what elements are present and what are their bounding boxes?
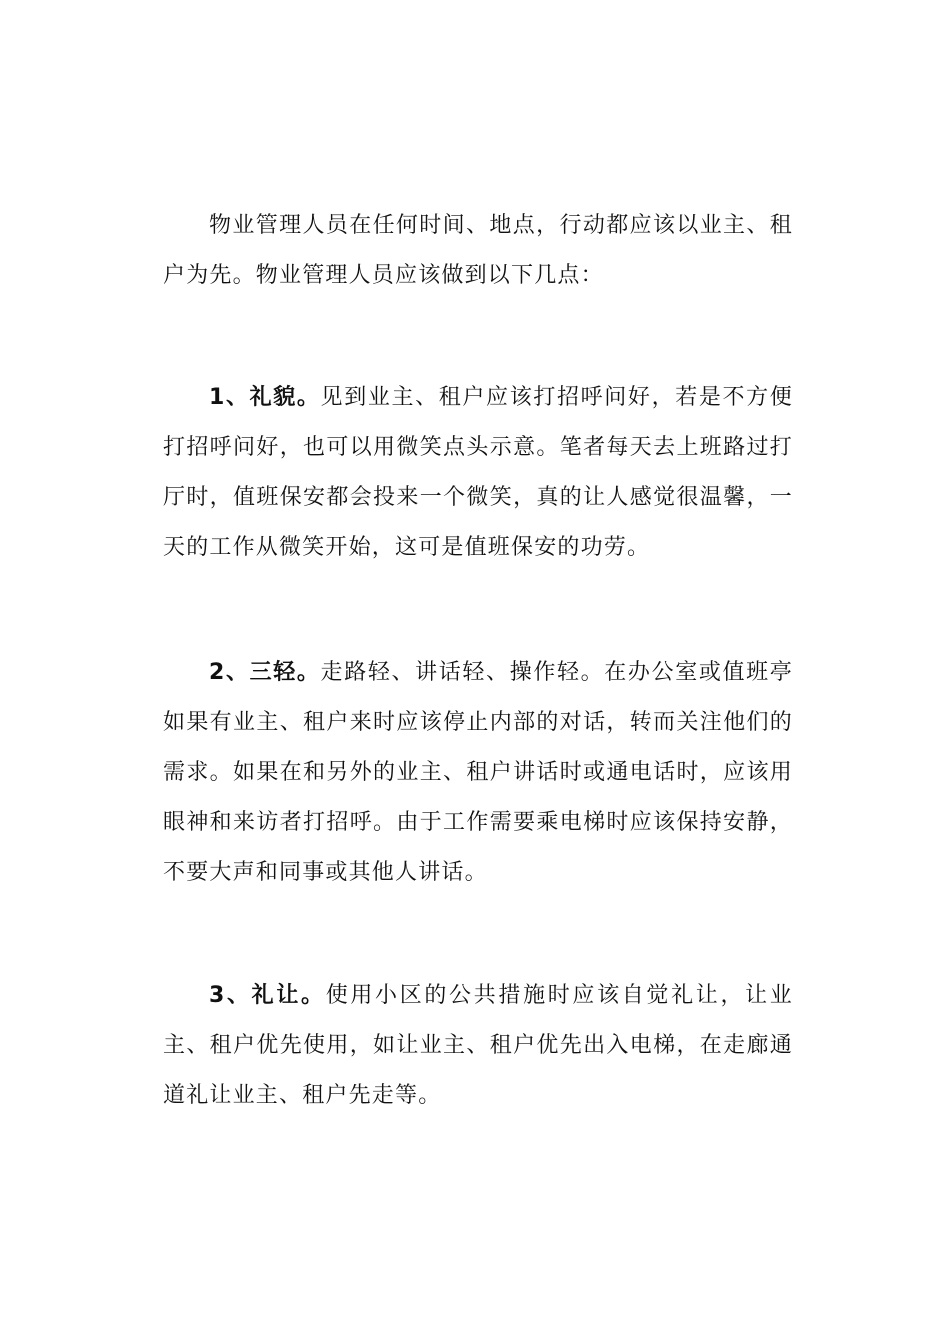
item-body: 见到业主、租户应该打招呼问好，若是不方便打招呼问好，也可以用微笑点头示意。笔者每天去上班路过打厅时，值班保安都会投来一个微笑，真的让人感觉很温馨，一天的工作从微笑开始，这可是值班保安的功劳。	[163, 385, 793, 560]
item-body: 使用小区的公共措施时应该自觉礼让，让业主、租户优先使用，如让业主、租户优先出入电梯，在走廊通道礼让业主、租户先走等。	[163, 983, 793, 1108]
item-heading	[209, 659, 321, 685]
item-body: 走路轻、讲话轻、操作轻。在办公室或值班亭如果有业主、租户来时应该停止内部的对话，转而关注他们的需求。如果在和另外的业主、租户讲话时或通电话时，应该用眼神和来访者打招呼。由于工作需要乘电梯时应该保持安静，不要大声和同事或其他人讲话。	[163, 660, 793, 885]
item-title: 、三轻。	[225, 659, 321, 685]
item-number: 3	[209, 983, 226, 1008]
intro-text: 物业管理人员在任何时间、地点，行动都应该以业主、租户为先。物业管理人员应该做到以下几点：	[163, 213, 793, 288]
item-title: 、礼貌。	[225, 384, 321, 410]
item-paragraph-courtesy	[163, 372, 793, 573]
item-title: 、礼让。	[225, 982, 326, 1008]
item-paragraph-three-quiet	[163, 647, 793, 898]
intro-paragraph	[163, 201, 793, 301]
item-heading	[209, 982, 326, 1008]
item-number: 1	[209, 385, 226, 410]
item-number: 2	[209, 660, 226, 685]
item-paragraph-yielding	[163, 970, 793, 1121]
item-heading	[209, 384, 321, 410]
